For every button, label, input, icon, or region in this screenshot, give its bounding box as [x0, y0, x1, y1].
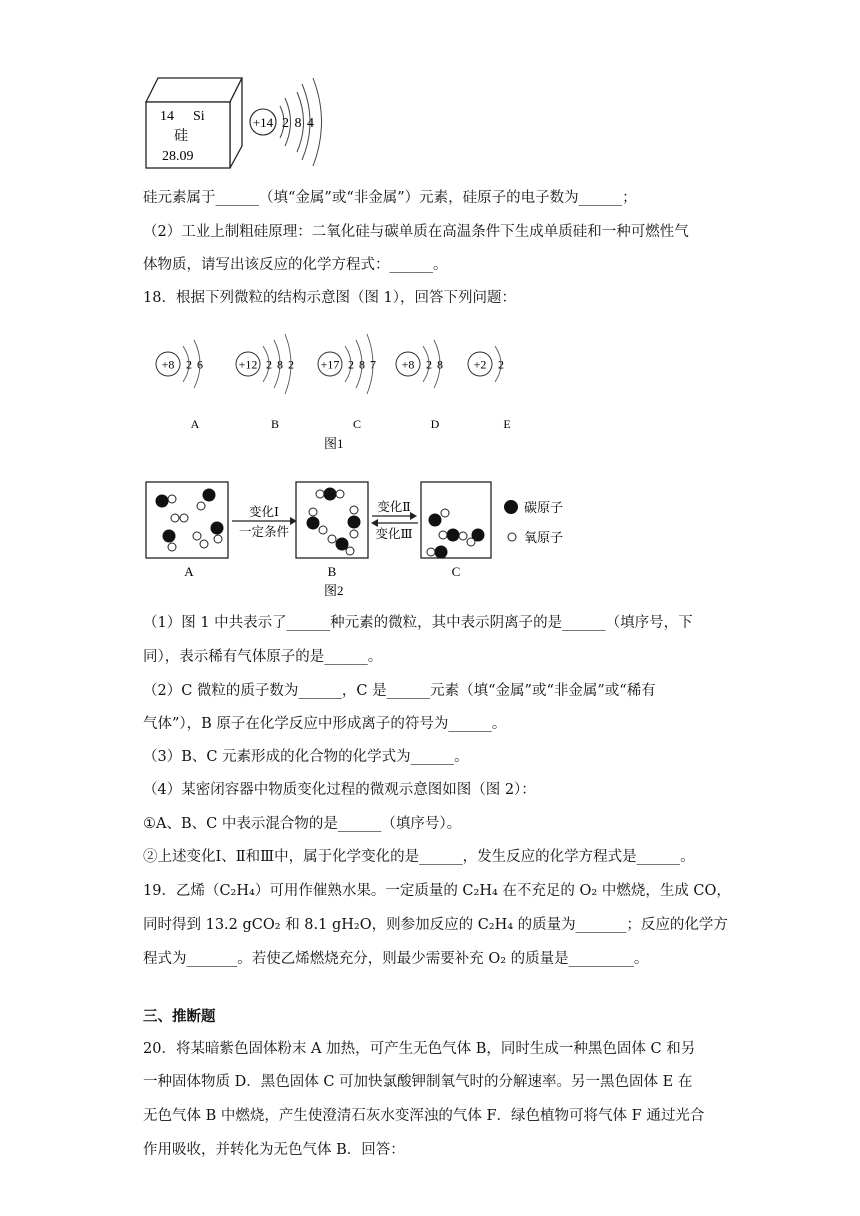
arrow-2-top-label: 变化Ⅱ [377, 500, 411, 514]
particle-b [236, 334, 294, 431]
text-line-6: 同），表示稀有气体原子的是______。 [143, 649, 383, 665]
particle-label: B [270, 417, 280, 431]
nucleus-charge: +17 [320, 357, 340, 372]
particle-e [468, 346, 511, 431]
shell-electron-count: 8 [359, 357, 365, 372]
legend-carbon-icon [504, 500, 518, 514]
si-atomic-number: 14 [160, 109, 174, 124]
particle-label: C [352, 417, 362, 431]
shell-electron-count: 2 [498, 357, 504, 372]
shell-electron-count: 2 [288, 357, 294, 372]
question-18: 18．根据下列微粒的结构示意图（图 1），回答下列问题： [143, 290, 517, 306]
si-name: 硅 [174, 129, 188, 144]
particle-label: D [430, 417, 440, 431]
shell-electron-count: 2 [266, 357, 272, 372]
text-line-9: （3）B、C 元素形成的化合物的化学式为______。 [143, 749, 469, 765]
text-line-7: （2）C 微粒的质子数为______，C 是______元素（填“金属”或“非金属”或“稀有 [143, 683, 656, 699]
figure-2-caption: 图2 [324, 583, 344, 598]
legend-oxygen-label: 氧原子 [524, 530, 564, 545]
text-line-3: 体物质，请写出该反应的化学方程式：______。 [143, 257, 448, 273]
shell-electron-count: 2 [426, 357, 432, 372]
text-line-12: ②上述变化Ⅰ、Ⅱ和Ⅲ中，属于化学变化的是______，发生反应的化学方程式是______。 [143, 849, 695, 865]
text-line-20: 作用吸收，并转化为无色气体 B．回答： [143, 1142, 405, 1158]
shell-electron-count: 8 [277, 357, 283, 372]
particle-label: E [503, 417, 511, 431]
text-line-5: （1）图 1 中共表示了______种元素的微粒，其中表示阴离子的是______（填序号，下 [143, 615, 693, 631]
legend-carbon-label: 碳原子 [524, 500, 564, 515]
nucleus-charge: +12 [238, 357, 258, 372]
box-b-label: B [327, 564, 337, 579]
particle-d [396, 340, 443, 431]
question-19: 19．乙烯（C₂H₄）可用作催熟水果。一定质量的 C₂H₄ 在不充足的 O₂ 中燃烧，生成 CO， [143, 883, 731, 899]
shell-electron-count: 8 [437, 357, 443, 372]
arrow-1-bottom-label: 一定条件 [238, 525, 290, 539]
nucleus-charge: +8 [401, 357, 415, 372]
section-heading: 三、推断题 [143, 1008, 216, 1025]
particle-a [156, 340, 203, 431]
si-nucleus: +14 [252, 115, 274, 130]
text-line-8: 气体”），B 原子在化学反应中形成离子的符号为______。 [143, 716, 507, 732]
text-line-1: 硅元素属于______（填“金属”或“非金属”）元素，硅原子的电子数为______； [143, 190, 637, 206]
particle-c [318, 334, 376, 431]
figure-1 [140, 318, 520, 463]
particle-label: A [190, 417, 200, 431]
si-symbol: Si [193, 109, 205, 124]
box-a-label: A [184, 564, 194, 579]
text-line-19: 无色气体 B 中燃烧，产生使澄清石灰水变浑浊的气体 F．绿色植物可将气体 F 通过光合 [143, 1108, 705, 1124]
text-line-15: 程式为_______。若使乙烯燃烧充分，则最少需要补充 O₂ 的质量是_________。 [143, 951, 649, 967]
figure-2 [140, 476, 580, 606]
shell-electron-count: 6 [197, 357, 203, 372]
shell-electron-count: 7 [370, 357, 376, 372]
si-mass: 28.09 [162, 149, 194, 164]
text-line-11: ①A、B、C 中表示混合物的是______（填序号）。 [143, 816, 462, 832]
text-line-14: 同时得到 13.2 gCO₂ 和 8.1 gH₂O，则参加反应的 C₂H₄ 的质量为_______；反应的化学方 [143, 917, 728, 933]
arrow-2-bottom-label: 变化Ⅲ [375, 527, 413, 541]
nucleus-charge: +8 [161, 357, 175, 372]
question-20: 20．将某暗紫色固体粉末 A 加热，可产生无色气体 B，同时生成一种黑色固体 C 和另 [143, 1041, 696, 1057]
legend-oxygen-icon [508, 533, 516, 541]
arrow-1-top-label: 变化Ⅰ [249, 505, 279, 519]
box-c-label: C [451, 564, 461, 579]
shell-electron-count: 2 [348, 357, 354, 372]
figure-1-caption: 图1 [324, 436, 344, 451]
text-line-2: （2）工业上制粗硅原理：二氧化硅与碳单质在高温条件下生成单质硅和一种可燃性气 [143, 224, 689, 240]
nucleus-charge: +2 [473, 357, 487, 372]
shell-electron-count: 2 [186, 357, 192, 372]
text-line-10: （4）某密闭容器中物质变化过程的微观示意图如图（图 2）： [143, 782, 536, 798]
silicon-figure [140, 70, 330, 174]
si-shells: 2 8 4 [282, 116, 315, 131]
text-line-18: 一种固体物质 D．黑色固体 C 可加快氯酸钾制氧气时的分解速率。另一黑色固体 E 在 [143, 1074, 693, 1090]
